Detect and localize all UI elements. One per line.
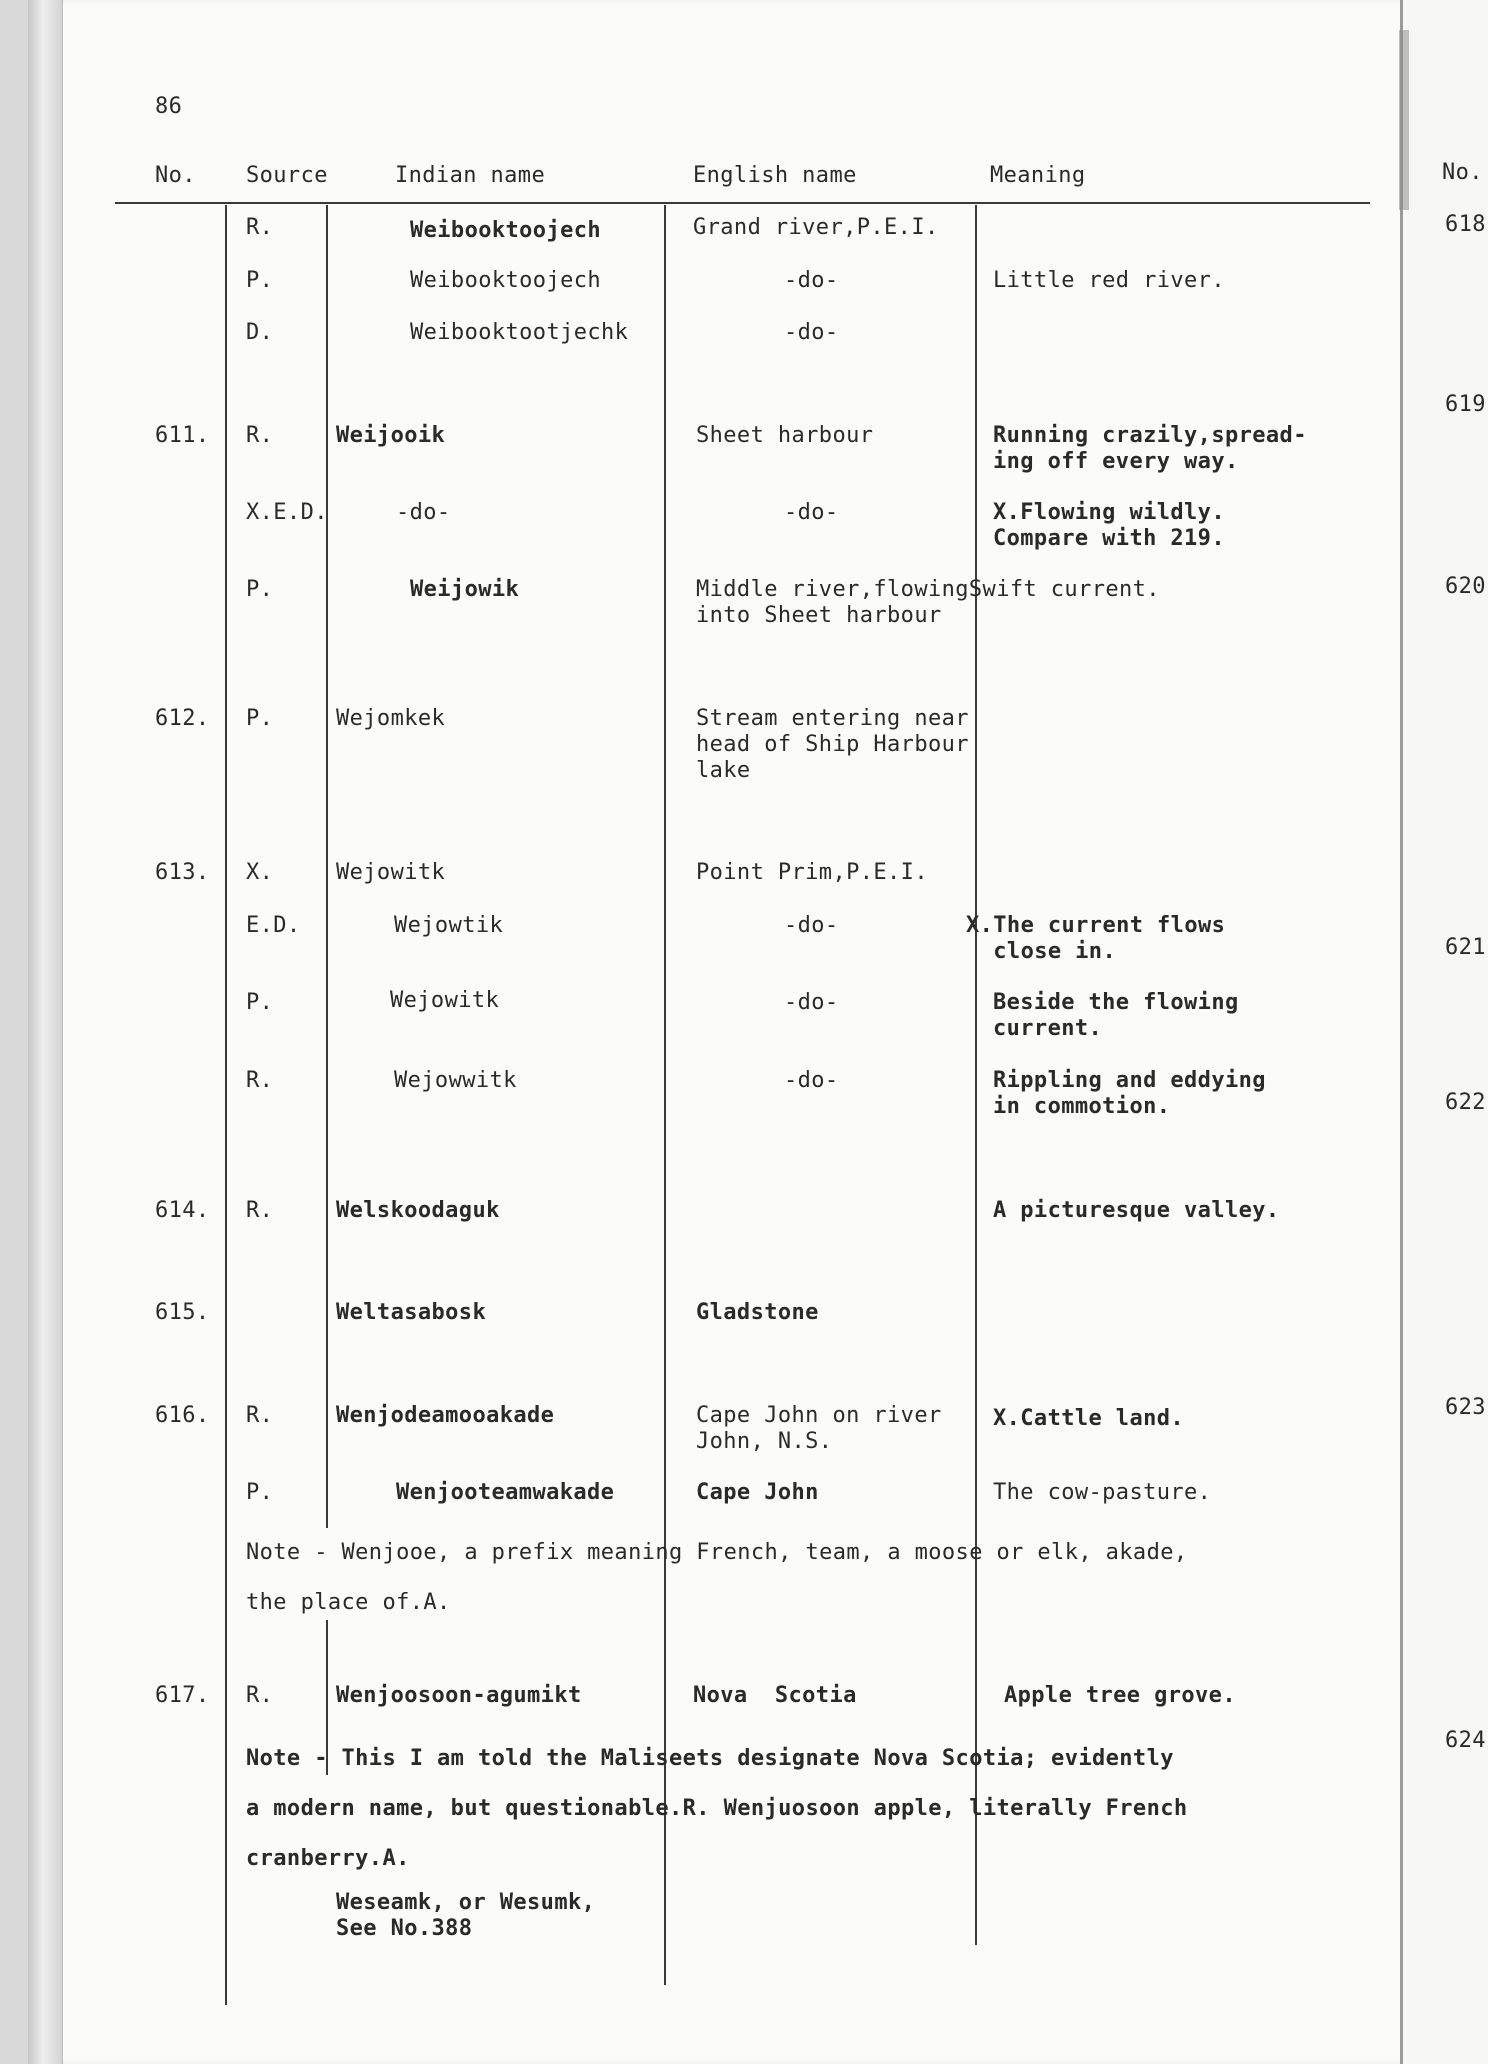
row-source: R.: [246, 1683, 274, 1708]
row-indian-name: Weijowik: [410, 577, 520, 602]
next-page-number: 623: [1445, 1395, 1486, 1420]
row-indian-name: Wejomkek: [336, 706, 446, 731]
row-english-name: -do-: [784, 320, 839, 345]
row-english-name: Grand river,P.E.I.: [693, 215, 939, 240]
row-english-name: Cape John on river John, N.S.: [696, 1403, 942, 1454]
row-meaning: Apple tree grove.: [1004, 1683, 1236, 1708]
next-page-header-no: No.: [1442, 160, 1483, 185]
row-number: 612.: [155, 706, 210, 731]
row-indian-name: Weibooktoojech: [410, 218, 602, 243]
row-number: 611.: [155, 423, 210, 448]
header-english-name: English name: [693, 163, 857, 188]
next-page-number: 620: [1445, 574, 1486, 599]
row-meaning: Rippling and eddying in commotion.: [993, 1068, 1266, 1119]
header-meaning: Meaning: [990, 163, 1086, 188]
binding-edge: [28, 0, 63, 2064]
row-source: E.D.: [246, 913, 301, 938]
row-source: R.: [246, 1403, 274, 1428]
row-meaning: Little red river.: [993, 268, 1225, 293]
column-rule-indian: [664, 205, 666, 1985]
row-indian-name: Wejowitk: [336, 860, 446, 885]
row-english-name: -do-: [784, 268, 839, 293]
next-page-number: 622: [1445, 1090, 1486, 1115]
next-page-number: 619: [1445, 392, 1486, 417]
row-english-name: -do-: [784, 1068, 839, 1093]
column-rule-no: [225, 205, 227, 2005]
row-source: X.: [246, 860, 274, 885]
row-source: P.: [246, 706, 274, 731]
row-source: P.: [246, 268, 274, 293]
row-indian-name: Wenjoosoon-agumikt: [336, 1683, 582, 1708]
header-rule: [115, 202, 1370, 204]
row-source: R.: [246, 423, 274, 448]
header-source: Source: [246, 163, 328, 188]
row-number: 615.: [155, 1300, 210, 1325]
row-english-name: Stream entering near head of Ship Harbour lake: [696, 706, 969, 783]
row-english-name: Sheet harbour: [696, 423, 874, 448]
row-meaning: Running crazily,spread- ing off every way.: [993, 423, 1307, 474]
row-english-name: Point Prim,P.E.I.: [696, 860, 928, 885]
row-meaning: X.Flowing wildly. Compare with 219.: [993, 500, 1225, 551]
row-source: P.: [246, 990, 274, 1015]
cross-reference: Weseamk, or Wesumk, See No.388: [336, 1890, 596, 1941]
page-edge-mark: [1399, 30, 1409, 210]
row-meaning: A picturesque valley.: [993, 1198, 1280, 1223]
row-meaning: X.Cattle land.: [993, 1406, 1185, 1431]
column-rule-source-a: [326, 205, 328, 1528]
header-no: No.: [155, 163, 196, 188]
row-meaning: The cow-pasture.: [993, 1480, 1212, 1505]
next-page-number: 618: [1445, 212, 1486, 237]
row-indian-name: Weibooktoojech: [410, 268, 602, 293]
row-english-name: Cape John: [696, 1480, 819, 1505]
row-source: R.: [246, 1068, 274, 1093]
row-indian-name: Weibooktootjechk: [410, 320, 629, 345]
row-english-name: Gladstone: [696, 1300, 819, 1325]
next-page-number: 621: [1445, 935, 1486, 960]
row-indian-name: Weltasabosk: [336, 1300, 487, 1325]
row-source: P.: [246, 1480, 274, 1505]
row-english-name: -do-: [784, 500, 839, 525]
header-indian-name: Indian name: [395, 163, 546, 188]
row-english-name: Middle river,flowingSwift current. into Sheet harbour: [696, 577, 1160, 628]
row-number: 613.: [155, 860, 210, 885]
row-indian-name: Wejowitk: [390, 988, 500, 1013]
row-source: X.E.D.: [246, 500, 328, 525]
row-meaning: Beside the flowing current.: [993, 990, 1239, 1041]
row-source: D.: [246, 320, 274, 345]
note: Note - This I am told the Maliseets designate Nova Scotia; evidently a modern name, but questionable.R. Wenjuosoon apple, literally French cranberry.A.: [246, 1746, 1188, 1871]
column-rule-english: [975, 205, 977, 1945]
row-indian-name: Wenjooteamwakade: [396, 1480, 615, 1505]
row-number: 614.: [155, 1198, 210, 1223]
row-indian-name: Wejowtik: [394, 913, 504, 938]
row-number: 616.: [155, 1403, 210, 1428]
row-source: R.: [246, 215, 274, 240]
page-number: 86: [155, 94, 183, 119]
row-english-name: -do-: [784, 913, 839, 938]
row-indian-name: Wejowwitk: [394, 1068, 517, 1093]
row-english-name: Nova Scotia: [693, 1683, 857, 1708]
next-page-number: 624: [1445, 1728, 1486, 1753]
row-meaning: X.The current flows close in.: [966, 913, 1226, 964]
row-indian-name: Weijooik: [336, 423, 446, 448]
row-indian-name: Wenjodeamooakade: [336, 1403, 555, 1428]
row-number: 617.: [155, 1683, 210, 1708]
next-page-edge: [1400, 0, 1488, 2064]
row-source: R.: [246, 1198, 274, 1223]
row-indian-name: Welskoodaguk: [336, 1198, 500, 1223]
note: Note - Wenjooe, a prefix meaning French, team, a moose or elk, akade, the place of.A.: [246, 1540, 1188, 1615]
row-indian-name: -do-: [396, 500, 451, 525]
row-source: P.: [246, 577, 274, 602]
row-english-name: -do-: [784, 990, 839, 1015]
